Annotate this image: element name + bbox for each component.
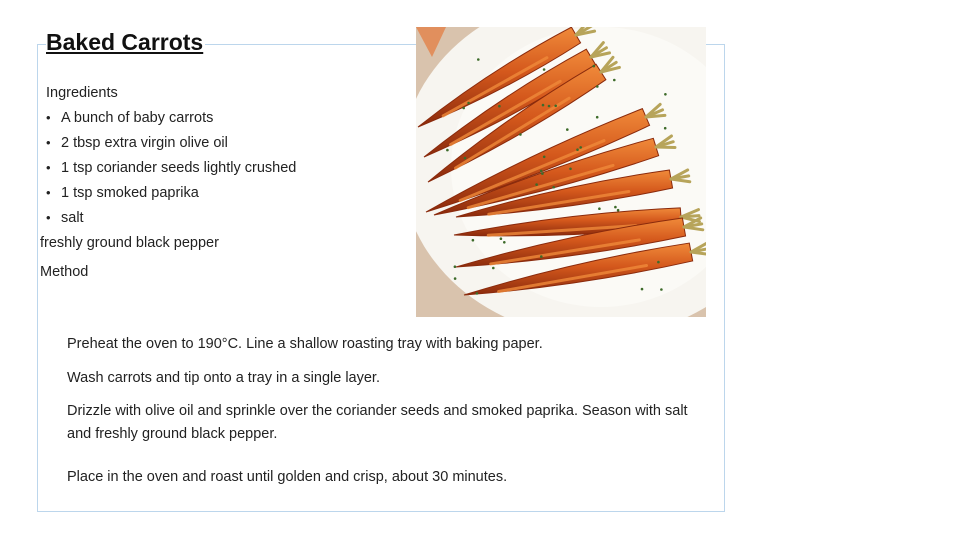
method-step: Wash carrots and tip onto a tray in a single layer.: [67, 370, 380, 386]
herb-fleck: [657, 261, 660, 264]
method-step: Preheat the oven to 190°C. Line a shallow roasting tray with baking paper.: [67, 336, 543, 352]
ingredients-heading: Ingredients: [46, 85, 118, 101]
roasted-carrots-photo: [416, 27, 706, 317]
ingredient-item: • 2 tbsp extra virgin olive oil: [46, 134, 296, 159]
herb-fleck: [543, 68, 546, 71]
herb-fleck: [542, 104, 545, 107]
herb-fleck: [548, 105, 551, 108]
herb-fleck: [500, 237, 503, 240]
herb-fleck: [541, 172, 544, 175]
method-step: Place in the oven and roast until golden and crisp, about 30 minutes.: [67, 469, 508, 485]
herb-fleck: [614, 206, 617, 209]
herb-fleck: [492, 267, 495, 270]
herb-fleck: [540, 170, 543, 173]
herb-fleck: [660, 288, 663, 291]
ingredient-item: • salt: [46, 209, 296, 234]
herb-fleck: [598, 207, 601, 210]
herb-fleck: [543, 156, 546, 159]
method-heading: Method: [40, 264, 89, 280]
herb-fleck: [498, 105, 501, 108]
herb-fleck: [664, 93, 667, 96]
herb-fleck: [462, 107, 465, 110]
herb-fleck: [566, 128, 569, 131]
herb-fleck: [472, 239, 475, 242]
herb-fleck: [454, 277, 457, 280]
herb-fleck: [596, 116, 599, 119]
herb-fleck: [596, 85, 599, 88]
herb-fleck: [464, 157, 467, 160]
herb-fleck: [477, 58, 480, 61]
carrot-stem: [646, 115, 665, 117]
herb-fleck: [552, 186, 555, 189]
herb-fleck: [613, 79, 616, 82]
herb-fleck: [579, 146, 582, 149]
ingredient-item: • 1 tsp coriander seeds lightly crushed: [46, 159, 296, 184]
herb-fleck: [476, 292, 479, 295]
herb-fleck: [454, 265, 457, 268]
ingredient-item: • 1 tsp smoked paprika: [46, 184, 296, 209]
herb-fleck: [554, 105, 557, 108]
herb-fleck: [569, 168, 572, 171]
herb-fleck: [467, 102, 470, 105]
herb-fleck: [617, 209, 620, 212]
ingredients-list: [46, 109, 296, 234]
method-step: Drizzle with olive oil and sprinkle over the coriander seeds and smoked paprika. Season with salt and freshly ground black pepper.: [67, 403, 688, 442]
recipe-title: Baked Carrots: [46, 29, 204, 55]
herb-fleck: [576, 148, 579, 151]
herb-fleck: [664, 127, 667, 130]
ingredient-pepper: freshly ground black pepper: [40, 235, 219, 251]
herb-fleck: [519, 133, 522, 136]
carrots-illustration: [416, 27, 706, 317]
herb-fleck: [540, 255, 543, 258]
herb-fleck: [593, 65, 596, 68]
herb-fleck: [535, 183, 538, 186]
ingredient-item: • A bunch of baby carrots: [46, 109, 296, 134]
herb-fleck: [446, 149, 449, 152]
herb-fleck: [503, 241, 506, 244]
herb-fleck: [641, 288, 644, 291]
